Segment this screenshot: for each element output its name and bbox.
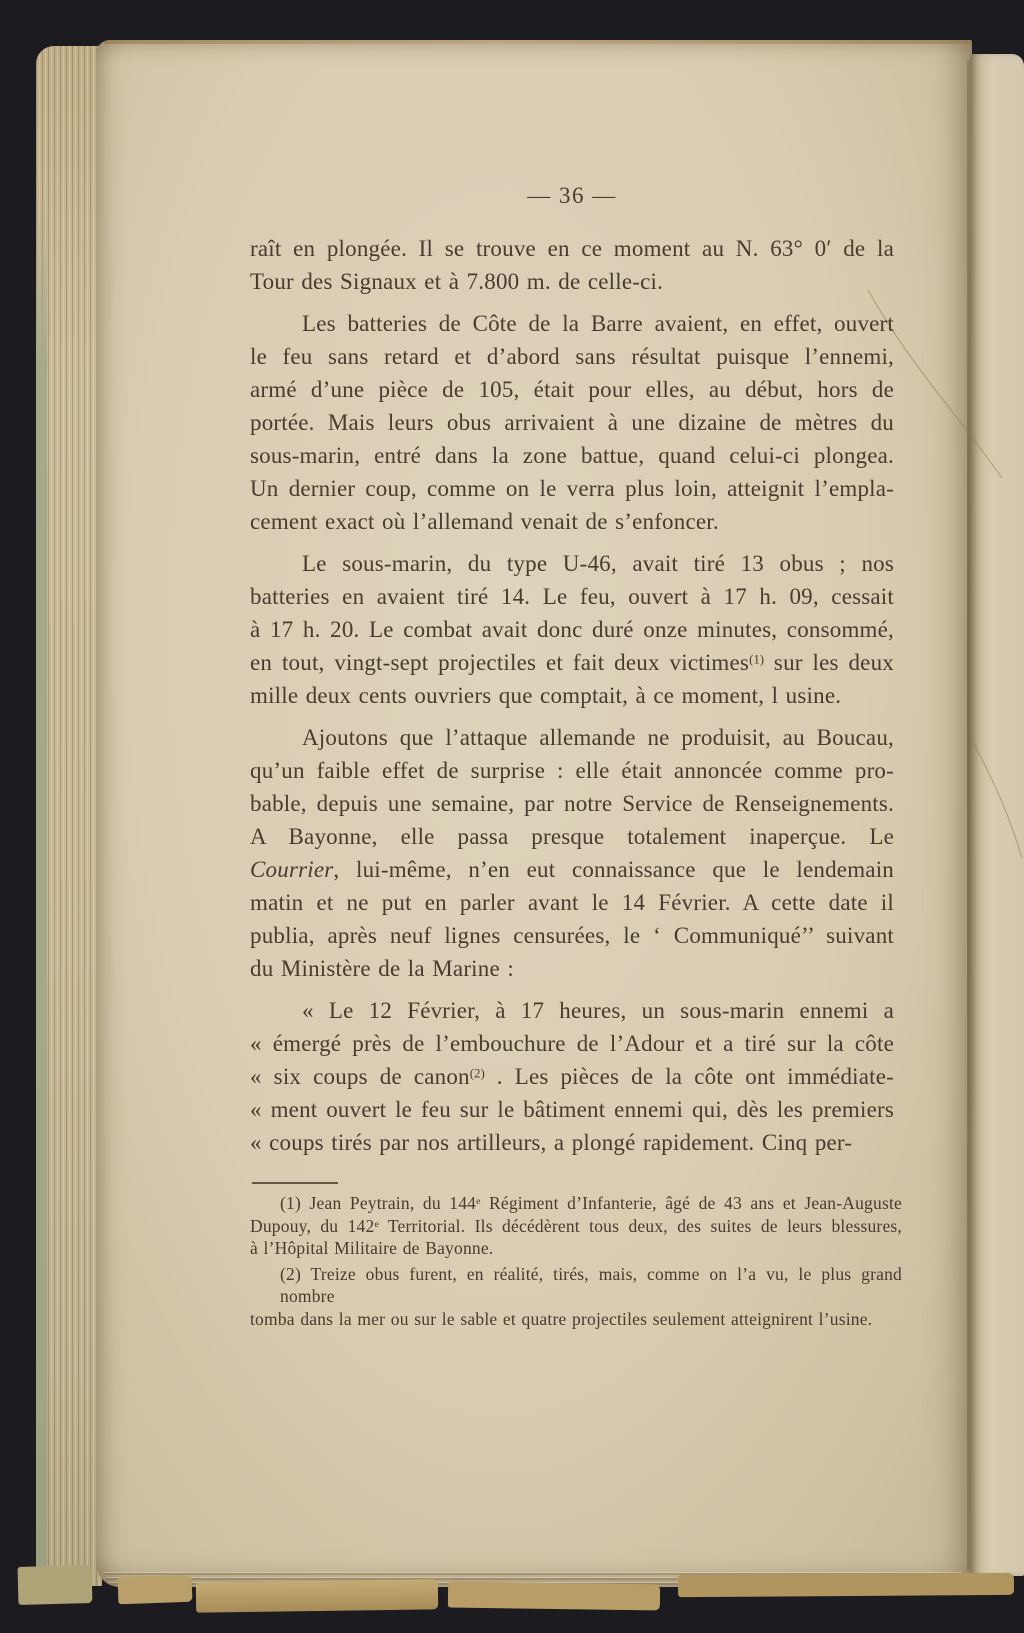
text-line: publia, après neuf lignes censurées, le ‘ Communiqué’’ suivant [250,923,894,948]
torn-paper-fragment [18,1565,93,1605]
text-line: « ment ouvert le feu sur le bâtiment ennemi qui, dès les premiers [250,1097,894,1122]
text-line: à l’Hôpital Militaire de Bayonne. [250,1238,494,1258]
torn-paper-fragment [196,1579,438,1612]
footnotes [250,1192,902,1330]
text-line: batteries en avaient tiré 14. Le feu, ouvert à 17 h. 09, cessait [250,584,894,609]
text-line: qu’un faible effet de surprise : elle était annoncée comme pro- [250,758,894,783]
text-line: (2) Treize obus furent, en réalité, tirés, mais, comme on l’a vu, le plus grand nombre [280,1263,902,1306]
text-line: « Le 12 Février, à 17 heures, un sous-marin ennemi a [302,998,894,1023]
torn-paper-fragment [678,1573,1014,1597]
text-line: le feu sans retard et d’abord sans résultat puisque l’ennemi, [250,344,894,369]
text-line: portée. Mais leurs obus arrivaient à une dizaine de mètres du [250,410,894,435]
torn-paper-fragment [448,1582,660,1611]
torn-paper-fragment [118,1575,193,1605]
text-line: Courrier, lui-même, n’en eut connaissance que le lendemain [250,857,894,882]
text-line: bable, depuis une semaine, par notre Service de Renseignements. [250,791,894,816]
text-line: à 17 h. 20. Le combat avait donc duré onze minutes, consommé, [250,617,894,642]
book-fore-edge [36,46,102,1586]
text-line: « six coups de canon$^{(2)}$ . Les pièces de la côte ont immédiate- [250,1064,894,1089]
text-line: du Ministère de la Marine : [250,956,514,981]
text-line: tomba dans la mer ou sur le sable et quatre projectiles seulement atteignirent l’usine. [250,1308,873,1329]
text-line: sous-marin, entré dans la zone battue, quand celui-ci plongea. [250,443,894,468]
text-line: matin et ne put en parler avant le 14 Février. A cette date il [250,890,894,915]
body-text [250,232,894,1159]
text-line: Le sous-marin, du type U-46, avait tiré 13 obus ; nos [302,551,894,576]
text-line: Un dernier coup, comme on le verra plus loin, atteignit l’empla- [250,476,894,501]
facing-page-edge [970,54,1024,1576]
page-number: — 36 — [527,183,617,208]
text-line: en tout, vingt-sept projectiles et fait deux victimes$^{(1)}$ sur les deux [250,650,894,675]
footnote-separator [252,1182,338,1184]
text-line: « émergé près de l’embouchure de l’Adour et a tiré sur la côte [250,1031,894,1056]
text-line: « coups tirés par nos artilleurs, a plongé rapidement. Cinq per- [250,1130,853,1155]
text-line: A Bayonne, elle passa presque totalement inaperçue. Le [250,824,894,849]
text-line: Dupouy, du 142e Territorial. Ils décédèrent tous deux, des suites de leurs blessures, [250,1215,902,1236]
text-line: mille deux cents ouvriers que comptait, à ce moment, l usine. [250,683,842,708]
text-line: Ajoutons que l’attaque allemande ne produisit, au Boucau, [302,725,894,750]
text-line: cement exact où l’allemand venait de s’enfoncer. [250,509,719,534]
text-line: raît en plongée. Il se trouve en ce moment au N. 63° 0′ de la [250,236,894,261]
text-line: Tour des Signaux et à 7.800 m. de celle-ci. [250,269,664,294]
text-line: Les batteries de Côte de la Barre avaient, en effet, ouvert [302,311,894,336]
text-line: armé d’une pièce de 105, était pour elles, au début, hors de [250,377,894,402]
text-line: (1) Jean Peytrain, du 144e Régiment d’Infanterie, âgé de 43 ans et Jean-Auguste [280,1193,902,1213]
